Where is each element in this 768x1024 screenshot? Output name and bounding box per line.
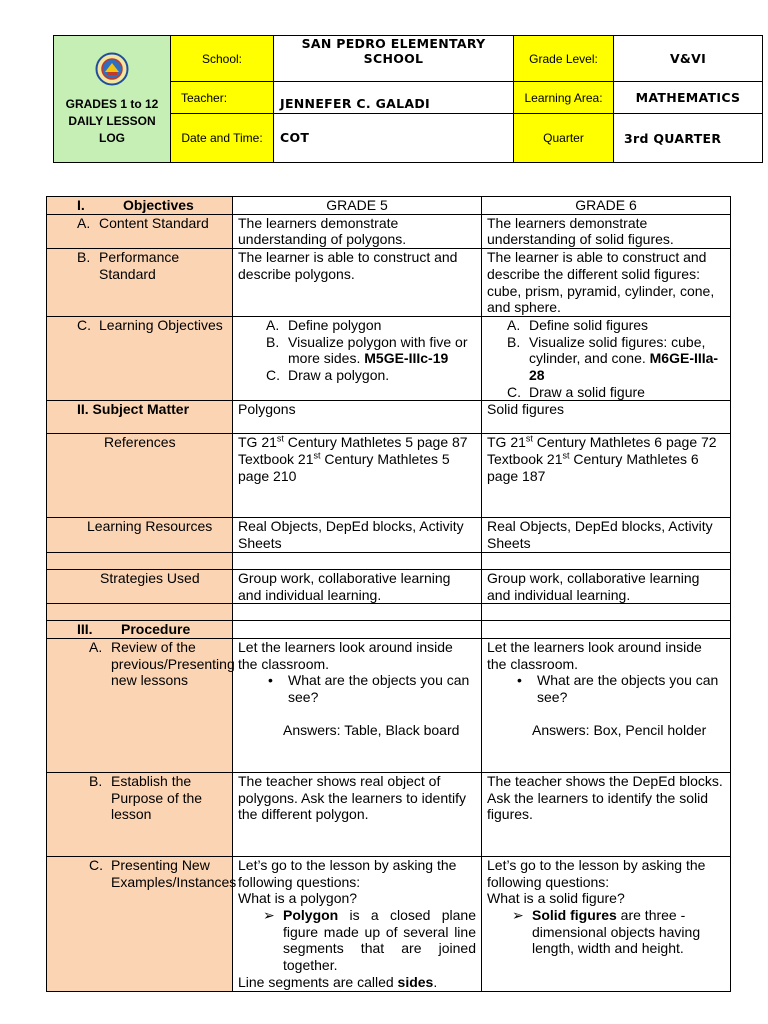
empty-label-cell: [47, 604, 233, 621]
establish-label: [47, 772, 233, 856]
content-standard-g6: The learners demonstrate understanding of solid figures.: [482, 214, 731, 248]
objective-text: Visualize solid figures: cube, cylinder, and cone.: [529, 333, 706, 367]
log-title-cell: [54, 36, 171, 163]
list-item: [507, 334, 725, 384]
list-marker: C.: [266, 367, 280, 384]
objective-text: Define solid figures: [529, 316, 649, 333]
table-row: [47, 569, 731, 603]
table-row: [47, 434, 731, 518]
review-text: Review of the previous/Presenting new lessons: [111, 638, 235, 689]
learning-resources-label: Learning Resources: [47, 518, 233, 552]
subject-matter-g5: Polygons: [233, 401, 482, 434]
learning-resources-g5: Real Objects, DepEd blocks, Activity Sheets: [233, 518, 482, 552]
table-row: [47, 604, 731, 621]
objective-text: Visualize polygon with five or more sides.: [288, 333, 468, 367]
empty-cell: [482, 621, 731, 639]
table-row: [47, 214, 731, 248]
performance-standard-g5: The learner is able to construct and describe polygons.: [233, 249, 482, 317]
presenting-g6: [482, 856, 731, 991]
list-marker: B.: [507, 333, 521, 350]
list-item: [266, 317, 476, 334]
strategies-label: Strategies Used: [47, 569, 233, 603]
presenting-intro: Let’s go to the lesson by asking the following questions:: [238, 856, 457, 890]
competency-code: M6GE-IIIa-28: [529, 350, 719, 384]
grade-level-label: Grade Level:: [514, 36, 614, 82]
review-mark: A.: [89, 638, 103, 655]
quarter-value: 3rd QUARTER: [614, 114, 763, 163]
table-row: [47, 197, 731, 215]
objective-text: Define polygon: [288, 316, 382, 333]
objective-text: Draw a solid figure: [529, 383, 645, 400]
log-title: GRADES 1 to 12 DAILY LESSON LOG: [65, 96, 159, 145]
table-row: [47, 401, 731, 434]
procedure-number: III.: [77, 621, 93, 638]
learning-objectives-text: Learning Objectives: [99, 316, 223, 333]
table-row: [47, 638, 731, 772]
review-label: [47, 638, 233, 772]
list-item: [263, 907, 476, 974]
empty-cell: [482, 552, 731, 569]
references-g5: [233, 434, 482, 518]
learning-area-label: Learning Area:: [514, 82, 614, 114]
learning-area-value: MATHEMATICS: [614, 82, 763, 114]
table-row: [47, 249, 731, 317]
content-standard-mark: A.: [77, 214, 91, 231]
table-row: [47, 772, 731, 856]
subject-matter-g6: Solid figures: [482, 401, 731, 434]
lesson-table: [46, 196, 731, 992]
list-item: [507, 384, 725, 401]
list-marker: B.: [266, 333, 280, 350]
deped-seal-icon: [95, 52, 129, 86]
list-marker: A.: [507, 316, 521, 333]
procedure-label: Procedure: [121, 621, 191, 638]
performance-standard-mark: B.: [77, 249, 91, 266]
arrow-bullet-icon: ➢: [512, 907, 524, 924]
review-g5: [233, 638, 482, 772]
empty-cell: [482, 604, 731, 621]
textbook-ref: Textbook 21st Century Mathletes 5 page 210: [238, 450, 450, 484]
review-question: What are the objects you can see?: [288, 672, 470, 706]
establish-g6: The teacher shows the DepEd blocks. Ask the learners to identify the solid figures.: [482, 772, 731, 856]
objectives-heading: [47, 197, 233, 215]
presenting-question: What is a solid figure?: [487, 890, 625, 907]
date-value: COT: [274, 114, 514, 163]
definition-text: is a closed plane figure made up of several line segments that are joined together.: [283, 907, 476, 974]
content-standard-g5: The learners demonstrate understanding of polygons.: [233, 214, 482, 248]
table-row: [47, 856, 731, 991]
grade-level-value: V&VI: [614, 36, 763, 82]
procedure-heading: [47, 621, 233, 639]
list-item: [266, 367, 476, 384]
review-intro: Let the learners look around inside the classroom.: [238, 638, 453, 672]
grade6-heading: GRADE 6: [482, 197, 731, 215]
school-value: SAN PEDRO ELEMENTARY SCHOOL: [274, 36, 514, 82]
empty-cell: [233, 552, 482, 569]
sides-note: Line segments are called sides.: [238, 973, 438, 990]
table-row: [47, 552, 731, 569]
definition-text: are three - dimensional objects having length, width and height.: [532, 907, 701, 957]
table-row: [47, 518, 731, 552]
empty-label-cell: [47, 552, 233, 569]
list-item: [512, 907, 725, 957]
content-standard-label: [47, 214, 233, 248]
presenting-g5: [233, 856, 482, 991]
learning-objectives-g5: [233, 316, 482, 401]
list-item: [507, 317, 725, 334]
presenting-question: What is a polygon?: [238, 890, 358, 907]
competency-code: M5GE-IIIc-19: [364, 350, 449, 367]
quarter-label: Quarter: [514, 114, 614, 163]
arrow-bullet-icon: ➢: [263, 907, 275, 924]
empty-cell: [233, 604, 482, 621]
establish-g5: The teacher shows real object of polygons. Ask the learners to identify the different polygon.: [233, 772, 482, 856]
review-g6: [482, 638, 731, 772]
definition-term: Solid figures: [532, 907, 617, 924]
review-intro: Let the learners look around inside the classroom.: [487, 638, 702, 672]
table-row: [47, 621, 731, 639]
establish-text: Establish the Purpose of the lesson: [111, 772, 203, 823]
performance-standard-text: Performance Standard: [99, 249, 180, 282]
strategies-g6: Group work, collaborative learning and individual learning.: [482, 569, 731, 603]
grade5-heading: GRADE 5: [233, 197, 482, 215]
learning-objectives-label: [47, 316, 233, 401]
list-marker: C.: [507, 383, 521, 400]
school-label: School:: [171, 36, 274, 82]
performance-standard-g6: The learner is able to construct and describe the different solid figures: cube, prism, pyramid, cylinder, cone, and sphere.: [482, 249, 731, 317]
teacher-guide-ref: TG 21st Century Mathletes 5 page 87: [238, 433, 468, 451]
teacher-value: JENNEFER C. GALADI: [274, 82, 514, 114]
bullet-icon: •: [268, 672, 273, 689]
references-label: References: [47, 434, 233, 518]
textbook-ref: Textbook 21st Century Mathletes 6 page 187: [487, 450, 699, 484]
presenting-text: Presenting New Examples/Instances: [111, 856, 237, 890]
learning-objectives-mark: C.: [77, 316, 91, 333]
review-answer: Answers: Table, Black board: [283, 721, 460, 738]
review-question: What are the objects you can see?: [537, 672, 719, 706]
presenting-intro: Let’s go to the lesson by asking the following questions:: [487, 856, 706, 890]
presenting-mark: C.: [89, 856, 103, 873]
table-row: [47, 316, 731, 401]
bullet-icon: •: [517, 672, 522, 689]
learning-objectives-g6: [482, 316, 731, 401]
list-item: [266, 334, 476, 367]
teacher-label: Teacher:: [171, 82, 274, 114]
date-label: Date and Time:: [171, 114, 274, 163]
references-g6: [482, 434, 731, 518]
performance-standard-label: [47, 249, 233, 317]
learning-resources-g6: Real Objects, DepEd blocks, Activity Sheets: [482, 518, 731, 552]
objective-text: Draw a polygon.: [288, 367, 390, 384]
presenting-label: [47, 856, 237, 991]
empty-cell: [233, 621, 482, 639]
list-item: [517, 672, 725, 705]
objectives-number: I.: [77, 197, 85, 213]
strategies-g5: Group work, collaborative learning and individual learning.: [233, 569, 482, 603]
review-answer: Answers: Box, Pencil holder: [532, 721, 707, 738]
subject-matter-label: II. Subject Matter: [47, 401, 233, 434]
list-marker: A.: [266, 316, 280, 333]
definition-term: Polygon: [283, 907, 339, 924]
header-table: [53, 35, 763, 163]
content-standard-text: Content Standard: [99, 214, 209, 231]
teacher-guide-ref: TG 21st Century Mathletes 6 page 72: [487, 433, 717, 451]
establish-mark: B.: [89, 772, 103, 789]
objectives-label: Objectives: [123, 197, 194, 213]
list-item: [268, 672, 476, 705]
